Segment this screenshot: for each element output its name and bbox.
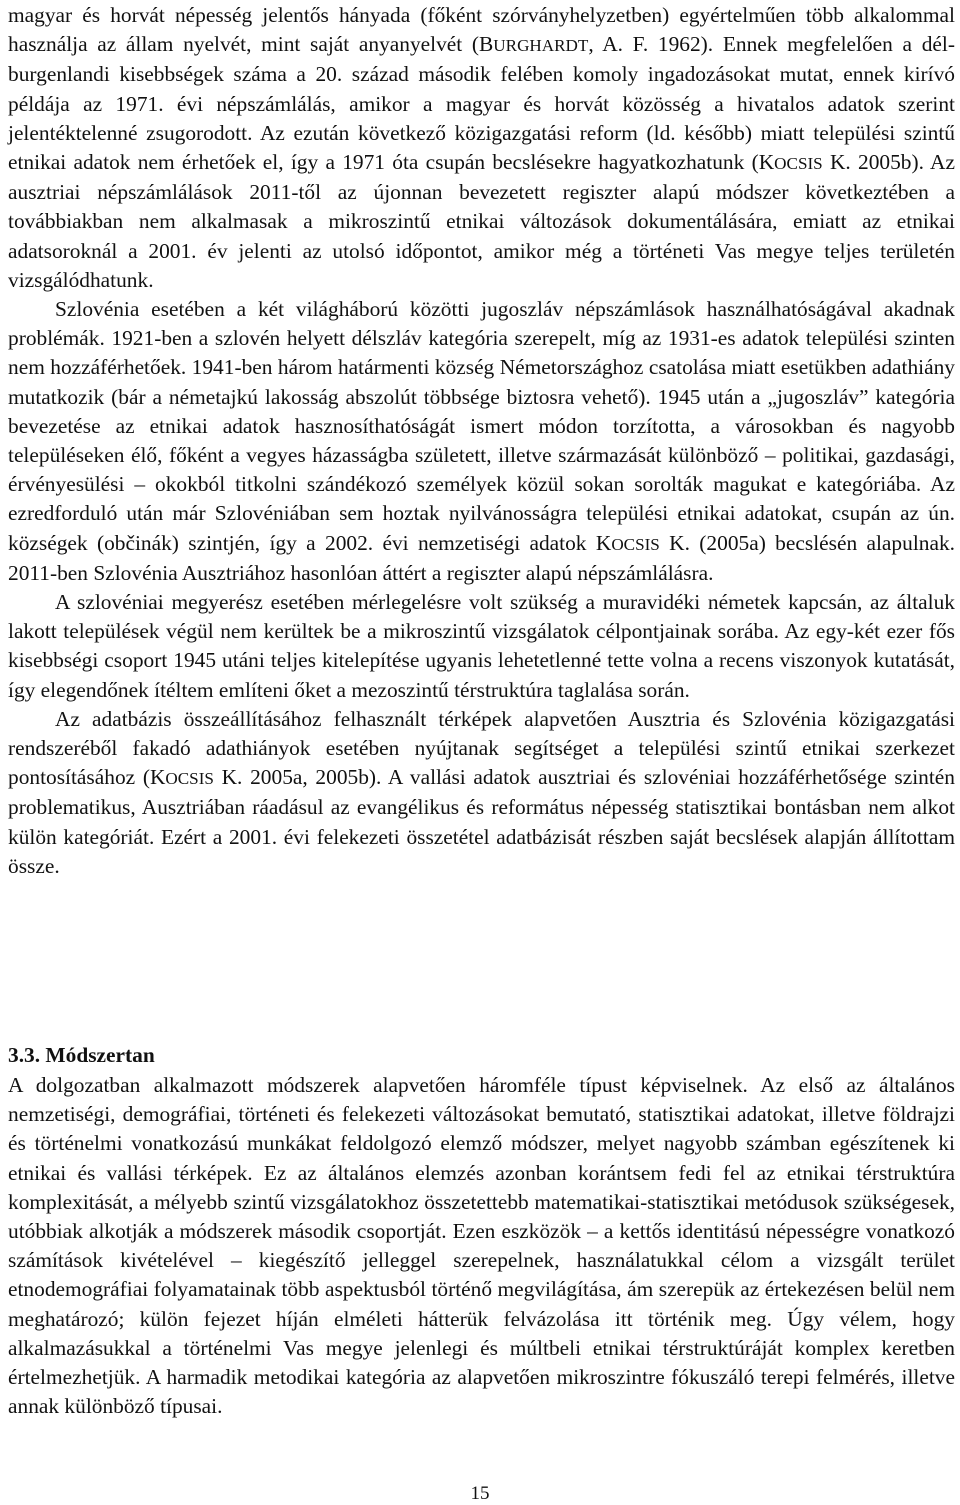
section-heading: 3.3. Módszertan — [8, 1043, 155, 1067]
paragraph-text: magyar és horvát népesség jelentős hányada (főként szórványhelyzetben) egyértelműen több alkalommal használja az állam nyelvét, mint saját anyanyelvét (B — [8, 3, 955, 57]
paragraph-text: K. 2005a, 2005b). A vallási adatok ausztriai és szlovéniai hozzáférhetősége szintén problematikus, Ausztriában ráadásul az evangélikus és református népesség statisztikai bontásban nem alkot külön kategóriát. Ezért a 2001. évi felekezeti összetétel adatbázisát részben saját becslések alapján állítottam össze. — [8, 765, 955, 878]
paragraph — [8, 1071, 955, 1421]
paragraph — [8, 295, 955, 588]
paragraph — [8, 588, 955, 705]
page-number: 15 — [470, 1483, 490, 1504]
paragraph-text: Szlovénia esetében a két világháború közötti jugoszláv népszámlások használhatóságával akadnak problémák. 1921-ben a szlovén helyett délszláv kategória szerepelt, míg az 1931-es adatok települési szinten nem hozzáférhetőek. 1941-ben három határmenti község Németországhoz csatolása miatt esetükben adathiány mutatkozik (bár a németajkú lakosság abszolút többsége biztosra vehető). 1945 után a „jugoszláv” kategória bevezetése az etnikai adatok hasznosíthatóságát ismert módon torzította, a városokban és nagyobb településeken élő, főként a vegyes házasságba született, illetve származását különböző – politikai, gazdasági, érvényesülési – okokból titkolni szándékozó személyek közül sokan sorolták magukat e kategóriába. Az ezredforduló után már Szlovéniában sem hoztak nyilvánosságra települési etnikai adatokat, csupán az ún. községek (občinák) szintjén, így a 2002. évi nemzetiségi adatok K — [8, 297, 955, 555]
paragraph — [8, 1, 955, 295]
paragraph — [8, 705, 955, 881]
author-name-smallcaps: OCSIS — [165, 769, 214, 789]
paragraph-text: A szlovéniai megyerész esetében mérlegelésre volt szükség a muravidéki németek kapcsán, az általuk lakott települések végül nem kerültek be a mikroszintű vizsgálatok célpontjainak sorába. Az egy-két ezer fős kisebbségi csoport 1945 utáni teljes kitelepítése ugyanis lehetetlenné tette volna a recens viszonyok kutatását, így elegendőnek ítéltem említeni őket a mezoszintű térstruktúra taglalása során. — [8, 590, 955, 702]
author-name-smallcaps: OCSIS — [774, 154, 823, 174]
paragraph-text: Az adatbázis összeállításához felhasznált térképek alapvetően Ausztria és Szlovénia közigazgatási rendszeréből fakadó adathiányok esetében nyújtanak segítséget a települési szintű etnikai szerkezet pontosításához (K — [8, 706, 955, 790]
author-name-smallcaps: OCSIS — [611, 534, 660, 554]
body-text-top — [8, 1, 955, 881]
paragraph-text: A dolgozatban alkalmazott módszerek alapvetően háromféle típust képviselnek. Az első az általános nemzetiségi, demográfiai, történeti és felekezeti változásokat bemutató, statisztikai adatokat, illetve földrajzi és történelmi vonatkozású munkákat feldolgozó elemző módszer, melyet nagyobb számban egészítenek ki etnikai és vallási térképek. Ez az általános elemzés azonban korántsem fedi fel az etnikai térstruktúra komplexitását, a mélyebb szintű vizsgálatokhoz összetettebb matematikai-statisztikai metódusok szükségesek, utóbbiak alkotják a módszerek második csoportját. Ezen eszközök – a kettős identitású népességre vonatkozó számítások kivételével – kiegészítő jelleggel szerepelnek, használatukkal célom a vizsgált terület etnodemográfiai folyamatainak több aspektusból történő megvilágítása, ám szerepük az értekezésen belül nem meghatározó; külön fejezet híján elméleti hátterük felvázolása itt történik meg. Úgy vélem, hogy alkalmazásukkal a történelmi Vas megye jelenlegi és múltbeli etnikai térstruktúráját komplex keretben értelmezhetjük. A harmadik metodikai kategória az alapvetően mikroszintre fókuszáló terepi felmérés, illetve annak különböző típusai. — [8, 1073, 955, 1419]
paragraph-text: K. (2005a) becslésén alapulnak. 2011-ben Szlovénia Ausztriához hasonlóan áttért a regiszter alapú népszámlálásra. — [8, 530, 955, 585]
author-name-smallcaps: URGHARDT — [493, 36, 589, 56]
paragraph-text: , A. F. 1962). Ennek megfelelően a dél-burgenlandi kisebbségek száma a 20. század második felében komoly ingadozásokat mutat, ennek kirívó példája az 1971. évi népszámlálás, amikor a magyar és horvát közösség a hivatalos adatok szerint jelentéktelenné zsugorodott. Az ezután következő közigazgatási reform (ld. később) miatt települési szintű etnikai adatok nem érhetőek el, így a 1971 óta csupán becslésekre hagyatkozhatunk (K — [8, 32, 955, 175]
body-text-bottom — [8, 1071, 955, 1421]
paragraph-text: K. 2005b). Az ausztriai népszámlálások 2011-től az újonnan bevezetett regiszter alapú módszer következtében a továbbiakban nem alkalmasak a mikroszintű etnikai változások dokumentálására, emiatt az etnikai adatsoroknál a 2001. év jelenti az utolsó időpontot, amikor még a történeti Vas megye teljes területén vizsgálódhatunk. — [8, 150, 955, 292]
